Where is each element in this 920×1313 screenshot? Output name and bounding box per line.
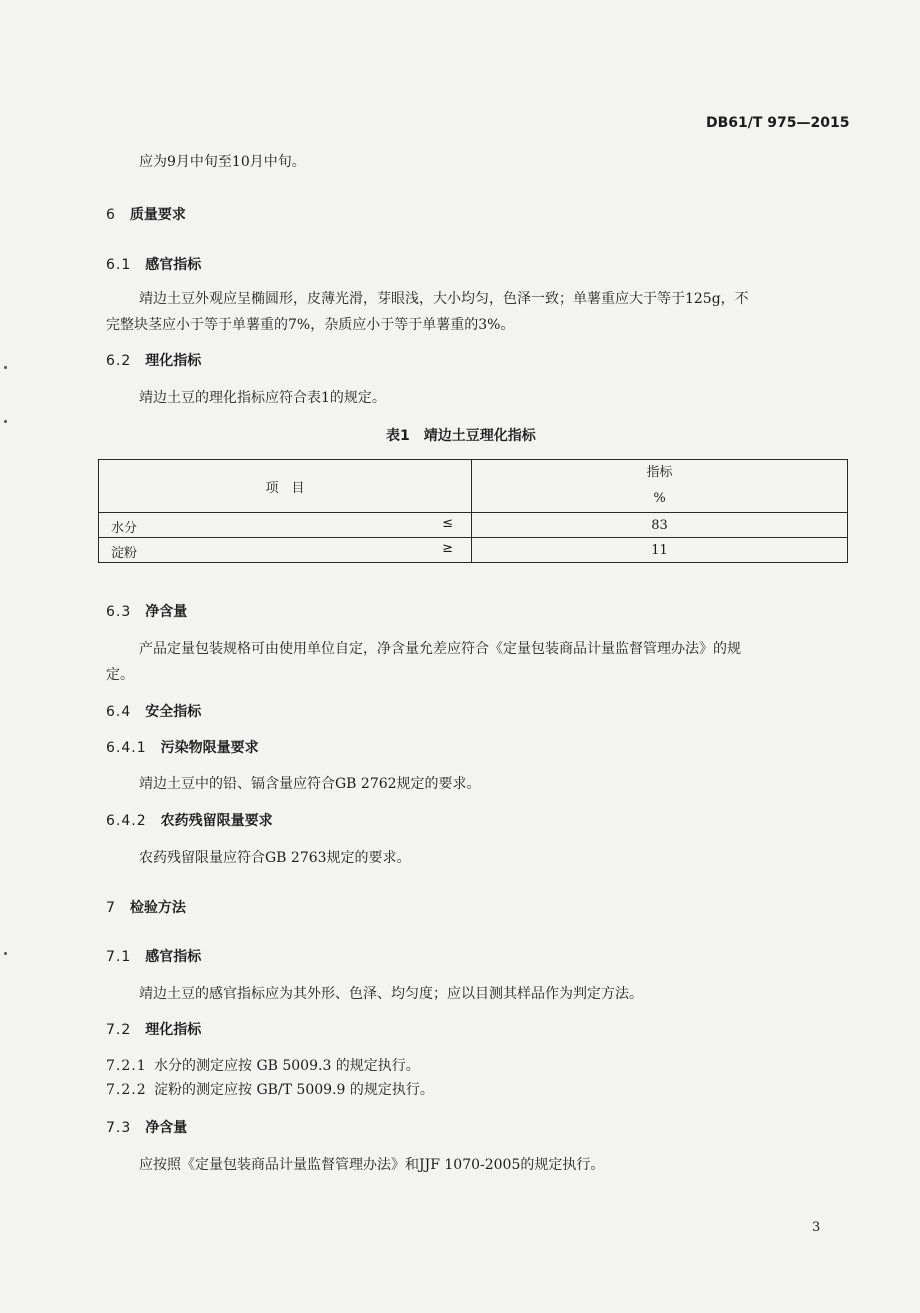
section-title: 感官指标 (145, 949, 202, 965)
paragraph-7-3: 应按照《定量包装商品计量监督管理办法》和JJF 1070-2005的规定执行。 (139, 1157, 605, 1173)
clause-7-2-1 (106, 1055, 420, 1075)
clause-text: 水分的测定应按 GB 5009.3 的规定执行。 (154, 1058, 420, 1074)
item-name: 淀粉 (111, 546, 138, 561)
section-title: 净含量 (145, 1120, 188, 1136)
section-number: 7.2 (106, 1022, 132, 1038)
paragraph-6-3-line-1: 产品定量包装规格可由使用单位自定，净含量允差应符合《定量包装商品计量监督管理办法》的规 (139, 641, 741, 657)
paragraph-6-4-2: 农药残留限量应符合GB 2763规定的要求。 (139, 850, 411, 866)
table-header-index (472, 460, 848, 513)
section-7-heading (106, 897, 186, 917)
document-code: DB61/T 975—2015 (706, 115, 850, 131)
item-name: 水分 (111, 521, 138, 536)
paragraph-6-4-1: 靖边土豆中的铅、镉含量应符合GB 2762规定的要求。 (139, 776, 481, 792)
section-number: 6.4 (106, 704, 132, 720)
section-number: 6.3 (106, 604, 132, 620)
section-6-heading (106, 204, 186, 224)
section-number: 6.2 (106, 353, 132, 369)
section-title: 质量要求 (129, 207, 186, 223)
section-6-1-heading (106, 254, 201, 274)
scan-speck (4, 952, 7, 955)
table-row (99, 538, 848, 563)
comparison-operator: ≤ (442, 516, 453, 531)
section-6-2-heading (106, 350, 201, 370)
section-6-4-heading (106, 701, 201, 721)
section-title: 安全指标 (145, 704, 202, 720)
section-number: 6 (106, 207, 116, 223)
table-cell-value: 11 (472, 538, 848, 563)
table-caption-number: 表1 (386, 428, 410, 444)
table-row (99, 513, 848, 538)
comparison-operator: ≥ (442, 541, 453, 556)
section-title: 农药残留限量要求 (160, 813, 273, 829)
table-caption (386, 425, 536, 445)
header-index-label: 指标 (646, 465, 673, 480)
header-unit-label: % (653, 491, 666, 506)
table-caption-title: 靖边土豆理化指标 (423, 428, 536, 444)
page-number: 3 (812, 1220, 821, 1235)
section-6-4-2-heading (106, 810, 273, 830)
intro-line: 应为9月中旬至10月中旬。 (139, 154, 306, 170)
section-title: 感官指标 (145, 257, 202, 273)
section-title: 污染物限量要求 (160, 740, 259, 756)
section-title: 净含量 (145, 604, 188, 620)
clause-7-2-2 (106, 1079, 434, 1099)
section-number: 7.3 (106, 1120, 132, 1136)
section-6-3-heading (106, 601, 187, 621)
paragraph-6-1-line-1: 靖边土豆外观应呈椭圆形，皮薄光滑，芽眼浅，大小均匀，色泽一致；单薯重应大于等于125g，不 (139, 291, 749, 307)
paragraph-6-2: 靖边土豆的理化指标应符合表1的规定。 (139, 390, 386, 406)
section-7-2-heading (106, 1019, 201, 1039)
section-number: 6.4.1 (106, 740, 147, 756)
paragraph-6-3-line-2: 定。 (106, 667, 134, 683)
scan-speck (4, 420, 7, 423)
section-number: 7 (106, 900, 116, 916)
clause-number: 7.2.1 (106, 1058, 147, 1074)
table-cell-item (99, 513, 472, 538)
table-header-item (99, 460, 472, 513)
table-cell-item (99, 538, 472, 563)
section-7-1-heading (106, 946, 201, 966)
section-title: 理化指标 (145, 1022, 202, 1038)
section-number: 6.4.2 (106, 813, 147, 829)
section-number: 7.1 (106, 949, 132, 965)
clause-text: 淀粉的测定应按 GB/T 5009.9 的规定执行。 (154, 1082, 434, 1098)
paragraph-6-1-line-2: 完整块茎应小于等于单薯重的7%，杂质应小于等于单薯重的3%。 (106, 317, 515, 333)
header-item-label: 项 目 (265, 480, 305, 496)
table-physicochemical-indices (98, 459, 848, 563)
paragraph-7-1: 靖边土豆的感官指标应为其外形、色泽、均匀度；应以目测其样品作为判定方法。 (139, 986, 643, 1002)
scan-speck (4, 366, 7, 369)
section-number: 6.1 (106, 257, 132, 273)
table-cell-value: 83 (472, 513, 848, 538)
clause-number: 7.2.2 (106, 1082, 147, 1098)
section-6-4-1-heading (106, 737, 259, 757)
section-7-3-heading (106, 1117, 187, 1137)
section-title: 理化指标 (145, 353, 202, 369)
section-title: 检验方法 (129, 900, 186, 916)
